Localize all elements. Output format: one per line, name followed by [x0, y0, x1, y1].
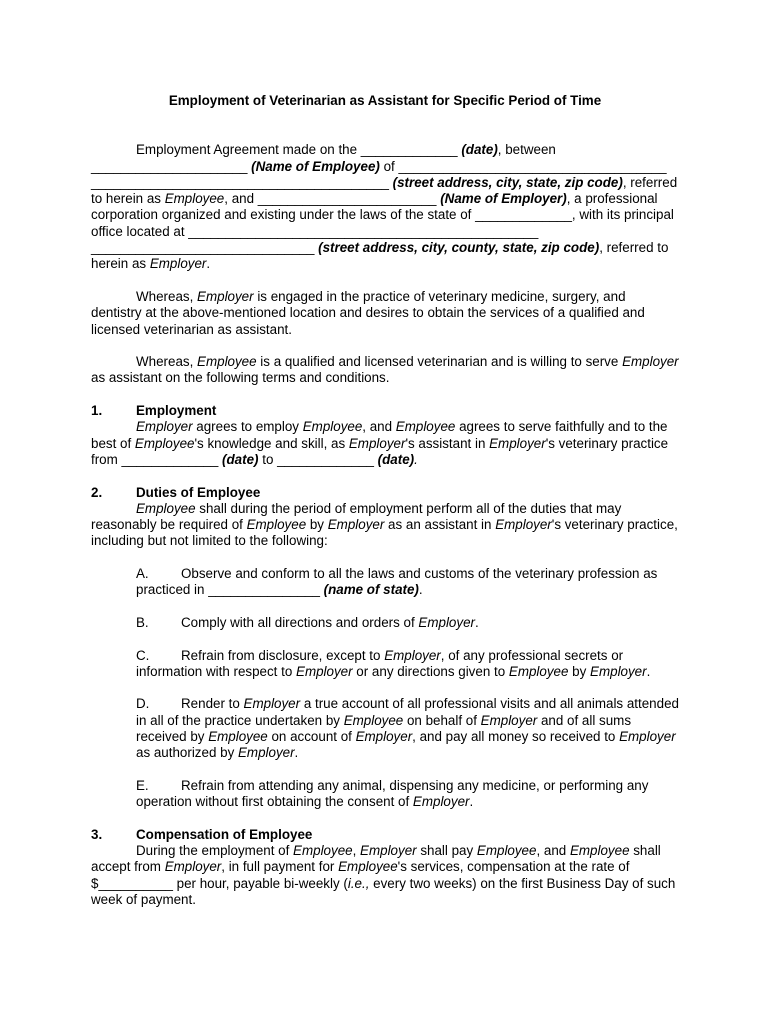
employer-term: Employer	[495, 517, 552, 533]
whereas-text: is engaged in the practice of veterinary medicine, surgery, and dentistry at the above-mentioned location and desires to obtain the services of a qualified and licensed veterinarian as assistant.	[91, 288, 645, 337]
employer-term: Employer	[296, 663, 353, 679]
employee-term: Employee	[136, 500, 196, 516]
section-2-heading	[91, 485, 679, 501]
whereas-employer-paragraph	[91, 289, 679, 338]
item-text: .	[469, 794, 474, 810]
item-text: Observe and conform to all the laws and customs of the veterinary profession as practiced in _______________	[136, 566, 658, 598]
ie-abbreviation: i.e.,	[347, 875, 370, 891]
section-text: , and	[362, 419, 396, 435]
employer-term: Employer	[348, 435, 406, 451]
item-text: .	[418, 582, 423, 598]
item-text: and of all sums received by	[136, 712, 632, 744]
duty-item-b	[91, 615, 679, 631]
section-text: shall during the period of employment perform all of the duties that may reasonably be required of	[91, 500, 622, 533]
date-placeholder: (date)	[222, 451, 259, 467]
section-1-heading	[91, 403, 679, 419]
section-3-heading	[91, 827, 679, 843]
item-letter: C.	[136, 647, 150, 663]
item-text: Refrain from attending any animal, dispensing any medicine, or performing any operation without first obtaining the consent of	[136, 777, 649, 810]
section-text: 's veterinary practice from _____________	[91, 435, 669, 467]
employee-term: Employee	[293, 843, 353, 859]
employer-term: Employer	[480, 712, 538, 728]
section-text: as an assistant in	[384, 517, 496, 533]
section-text: .	[414, 451, 418, 467]
duty-item-c	[91, 648, 679, 681]
section-text: by	[306, 517, 328, 533]
employee-term: Employee	[343, 712, 404, 728]
section-text: , in full payment for	[221, 859, 339, 875]
whereas-text: as assistant on the following terms and conditions.	[91, 370, 390, 386]
intro-text: Employment Agreement made on the _____________	[136, 142, 462, 158]
section-2-body	[91, 501, 679, 550]
section-number: 3.	[91, 826, 103, 842]
section-text: shall accept from	[91, 843, 661, 875]
employee-term: Employee	[338, 859, 398, 875]
intro-text: .	[206, 256, 211, 272]
employer-term: Employer	[355, 728, 413, 744]
intro-text: , and ________________________	[224, 191, 441, 207]
item-letter: A.	[136, 566, 149, 582]
employee-term: Employee	[569, 843, 630, 859]
whereas-employee-paragraph	[91, 354, 679, 387]
employee-term: Employee	[476, 843, 537, 859]
section-text: During the employment of	[136, 843, 294, 859]
employer-address-placeholder: (street address, city, county, state, zip code)	[318, 240, 600, 256]
item-text: or any directions given to	[352, 663, 509, 679]
intro-paragraph	[91, 142, 679, 272]
employer-term: Employer	[327, 517, 385, 533]
employer-term: Employer	[384, 647, 441, 663]
item-text: Render to	[181, 696, 244, 712]
name-of-employee-placeholder: (Name of Employee)	[251, 158, 380, 174]
date-placeholder: (date)	[377, 451, 415, 467]
employer-term: Employer	[622, 354, 679, 370]
employer-term: Employer	[619, 728, 676, 744]
item-letter: D.	[136, 696, 150, 712]
employee-term: Employee	[197, 354, 257, 370]
employee-term: Employee	[246, 517, 307, 533]
item-letter: E.	[136, 777, 149, 793]
whereas-text: is a qualified and licensed veterinarian and is willing to serve	[256, 354, 623, 370]
employee-term: Employee	[302, 419, 363, 435]
item-text: Refrain from disclosure, except to	[181, 647, 385, 663]
employee-term: Employee	[208, 728, 268, 744]
employer-term: Employer	[412, 794, 470, 810]
item-text: by	[568, 663, 591, 679]
section-number: 2.	[91, 484, 103, 500]
item-text: Comply with all directions and orders of	[181, 614, 419, 630]
item-text: , of any professional secrets or information with respect to	[136, 647, 624, 679]
section-text: agrees to employ	[192, 419, 303, 435]
section-title: Compensation of Employee	[136, 826, 313, 842]
whereas-text: Whereas,	[136, 354, 198, 370]
section-title: Employment	[136, 403, 217, 419]
name-of-state-placeholder: (name of state)	[323, 582, 419, 598]
item-text: .	[474, 614, 479, 630]
item-text: , and pay all money so received to	[412, 728, 620, 744]
section-number: 1.	[91, 403, 103, 419]
duty-item-e	[91, 778, 679, 811]
intro-text: of ____________________________________ ________________________________________	[91, 158, 667, 190]
employee-term: Employee	[508, 663, 569, 679]
section-title: Duties of Employee	[136, 484, 261, 500]
item-text: on behalf of	[403, 712, 481, 728]
whereas-text: Whereas,	[136, 288, 198, 304]
item-text: .	[646, 663, 651, 679]
employer-term: Employer	[590, 663, 647, 679]
duty-item-a	[91, 566, 679, 599]
section-1-body	[91, 419, 679, 468]
section-text: , and	[536, 843, 570, 859]
employer-term: Employer	[237, 745, 295, 761]
intro-text: , referred to herein as	[91, 174, 678, 207]
employer-term: Employer	[489, 435, 546, 451]
item-text: a true account of all professional visits and all animals attended in all of the practice undertaken by	[136, 696, 679, 728]
section-text: to _____________	[258, 451, 378, 467]
employer-term: Employer	[149, 256, 207, 272]
item-text: on account of	[267, 728, 356, 744]
employee-address-placeholder: (street address, city, state, zip code)	[392, 174, 623, 190]
employee-term: Employee	[134, 435, 195, 451]
section-text: 's veterinary practice, including but not limited to the following:	[91, 517, 678, 549]
section-3-body	[91, 843, 679, 908]
employer-term: Employer	[418, 614, 475, 630]
duty-item-d	[91, 696, 679, 761]
item-text: as authorized by	[136, 745, 238, 761]
employer-term: Employer	[164, 859, 222, 875]
employee-term: Employee	[164, 191, 225, 207]
item-letter: B.	[136, 614, 149, 630]
employer-term: Employer	[197, 288, 254, 304]
employee-term: Employee	[395, 419, 456, 435]
section-text: agrees to serve faithfully and to the best of	[91, 419, 668, 451]
name-of-employer-placeholder: (Name of Employer)	[440, 191, 567, 207]
item-text: .	[294, 745, 299, 761]
section-text: ,	[352, 843, 361, 859]
employer-term: Employer	[360, 843, 417, 859]
employer-term: Employer	[243, 696, 301, 712]
employer-term: Employer	[136, 419, 193, 435]
section-text: 's knowledge and skill, as	[194, 435, 349, 451]
section-text: every two weeks) on the first Business Day of such week of payment.	[91, 875, 676, 907]
section-text: 's assistant in	[405, 435, 490, 451]
date-placeholder: (date)	[461, 142, 498, 158]
intro-text: , referred to herein as	[91, 240, 669, 272]
section-text: 's services, compensation at the rate of $__________ per hour, payable bi-weekly (	[91, 859, 630, 891]
document-title: Employment of Veterinarian as Assistant for Specific Period of Time	[168, 93, 602, 108]
section-text: shall pay	[416, 843, 477, 859]
intro-text: , a professional corporation organized and existing under the laws of the state of _____________, with its principal office located at _______________________________________________ ______________________________	[91, 191, 674, 256]
intro-text: , between _____________________	[91, 142, 556, 174]
